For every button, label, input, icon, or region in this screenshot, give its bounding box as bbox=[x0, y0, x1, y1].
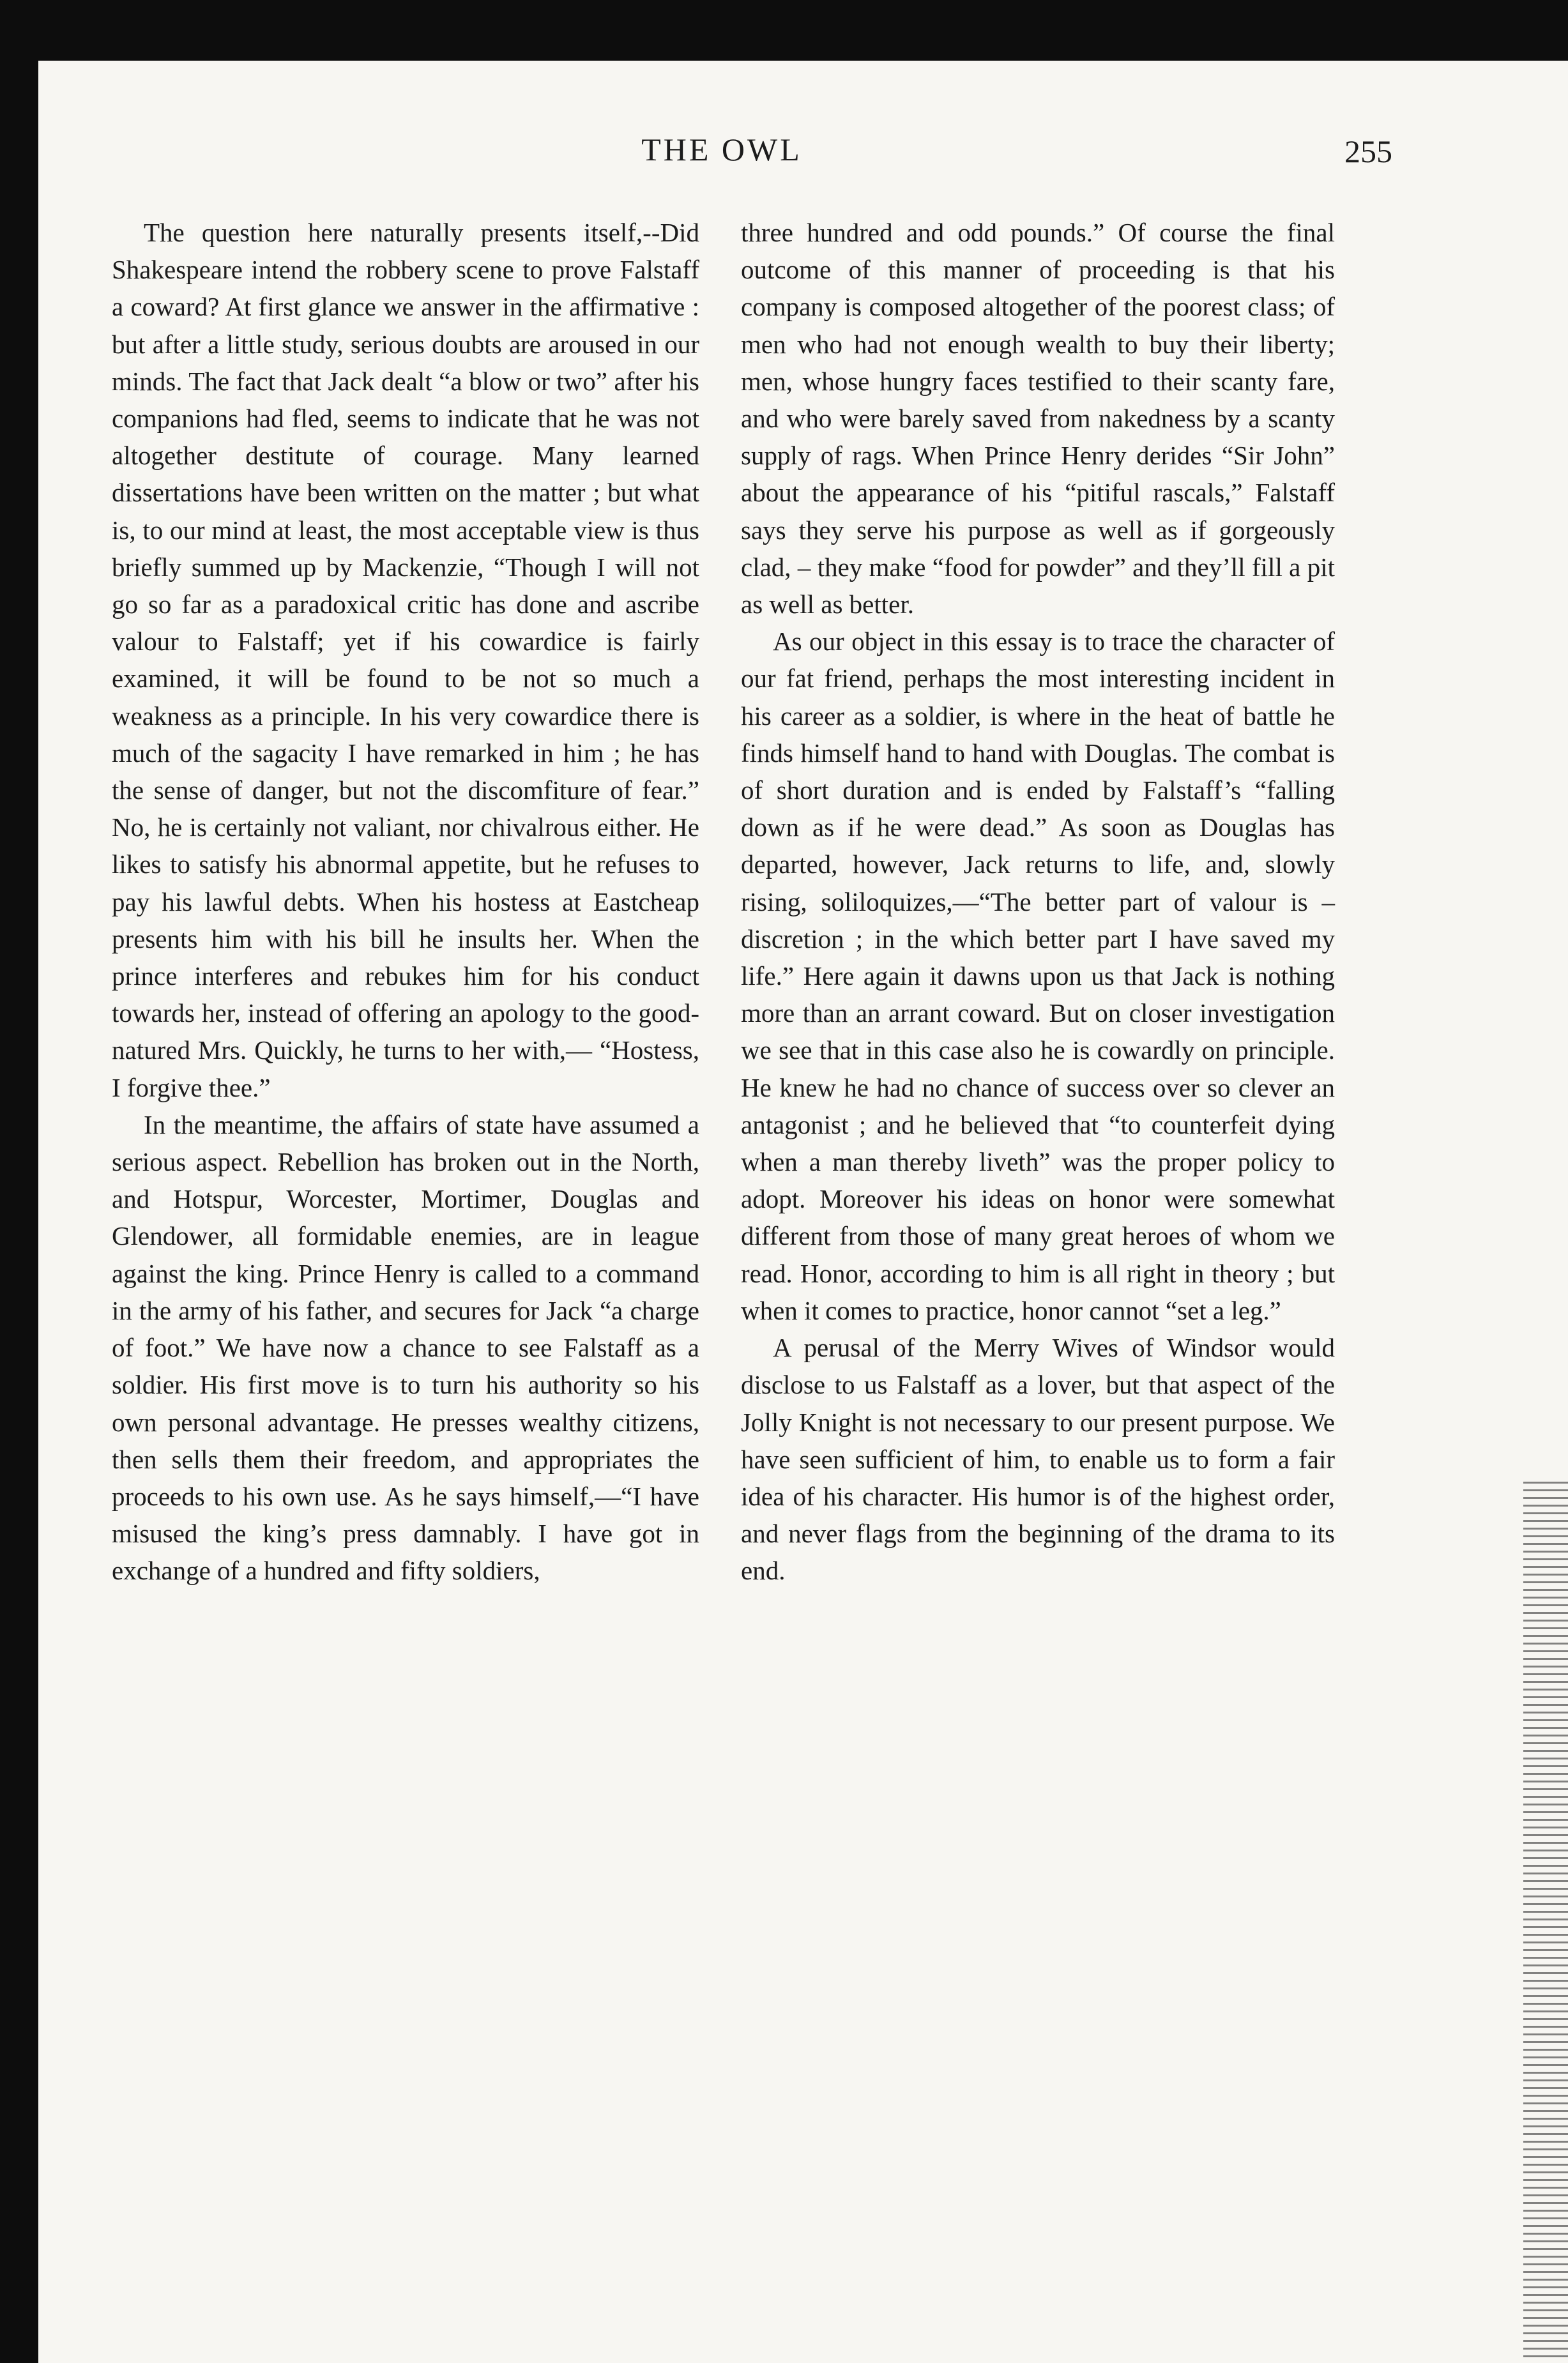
right-column bbox=[741, 214, 1335, 1590]
page-number: 255 bbox=[1344, 133, 1392, 169]
scan-top-border bbox=[0, 0, 1568, 61]
paragraph: three hundred and odd pounds.” Of course the final outcome of this manner of proceeding is that his company is composed altogether of the poorest class; of men who had not enough wealth to buy their liberty; men, whose hungry faces testified to their scanty fare, and who were barely saved from nakedness by a scanty supply of rags. When Prince Henry derides “Sir John” about the appearance of his “pitiful rascals,” Falstaff says they serve his purpose as well as if gorgeously clad, – they make “food for powder” and they’ll fill a pit as well as better. bbox=[741, 218, 1335, 619]
paragraph: In the meantime, the affairs of state have assumed a serious aspect. Rebellion has broken out in the North, and Hotspur, Worcester, Mortimer, Douglas and Glendower, all formidable enemies, are in league against the king. Prince Henry is called to a command in the army of his father, and secures for Jack “a charge of foot.” We have now a chance to see Falstaff as a soldier. His first move is to turn his authority so his own personal advantage. He presses wealthy citizens, then sells them their freedom, and appropriates the proceeds to his own use. As he says himself,—“I have misused the king’s press damnably. I have got in exchange of a hundred and fifty soldiers, bbox=[112, 1109, 699, 1586]
paragraph: A perusal of the Merry Wives of Windsor would disclose to us Falstaff as a lover, but that aspect of the Jolly Knight is not necessary to our present purpose. We have seen sufficient of him, to enable us to form a fair idea of his character. His humor is of the highest order, and never flags from the beginning of the drama to its end. bbox=[741, 1333, 1335, 1586]
paragraph: As our object in this essay is to trace the character of our fat friend, perhaps the most interesting incident in his career as a soldier, is where in the heat of battle he finds himself hand to hand with Douglas. The combat is of short duration and is ended by Falstaff’s “falling down as if he were dead.” As soon as Douglas has departed, however, Jack returns to life, and, slowly rising, soliloquizes,—“The better part of valour is – discretion ; in the which better part I have saved my life.” Here again it dawns upon us that Jack is nothing more than an arrant coward. But on closer investigation we see that in this case also he is cowardly on principle. He knew he had no chance of success over so clever an antagonist ; and he believed that “to counterfeit dying when a man thereby liveth” was the proper policy to adopt. Moreover his ideas on honor were somewhat different from those of many great heroes of whom we read. Honor, according to him is all right in theory ; but when it comes to practice, honor cannot “set a leg.” bbox=[741, 627, 1335, 1325]
running-title: THE OWL bbox=[641, 132, 802, 167]
left-column bbox=[112, 214, 699, 1590]
scan-right-edge-noise bbox=[1523, 1482, 1568, 2363]
paragraph: The question here naturally presents itself,--Did Shakespeare intend the robbery scene to prove Falstaff a coward? At first glance we answer in the affirmative : but after a little study, serious doubts are aroused in our minds. The fact that Jack dealt “a blow or two” after his companions had fled, seems to indicate that he was not altogether destitute of courage. Many learned dissertations have been written on the matter ; but what is, to our mind at least, the most acceptable view is thus briefly summed up by Mackenzie, “Though I will not go so far as a paradoxical critic has done and ascribe valour to Falstaff; yet if his cowardice is fairly examined, it will be found to be not so much a weakness as a principle. In his very cowardice there is much of the sagacity I have remarked in him ; he has the sense of danger, but not the discomfiture of fear.” No, he is certainly not valiant, nor chivalrous either. He likes to satisfy his abnormal appetite, but he refuses to pay his lawful debts. When his hostess at Eastcheap presents him with his bill he insults her. When the prince interferes and rebukes him for his conduct towards her, instead of offering an apology to the good-natured Mrs. Quickly, he turns to her with,— “Hostess, I forgive thee.” bbox=[112, 218, 699, 1102]
scan-left-border bbox=[0, 45, 38, 2363]
